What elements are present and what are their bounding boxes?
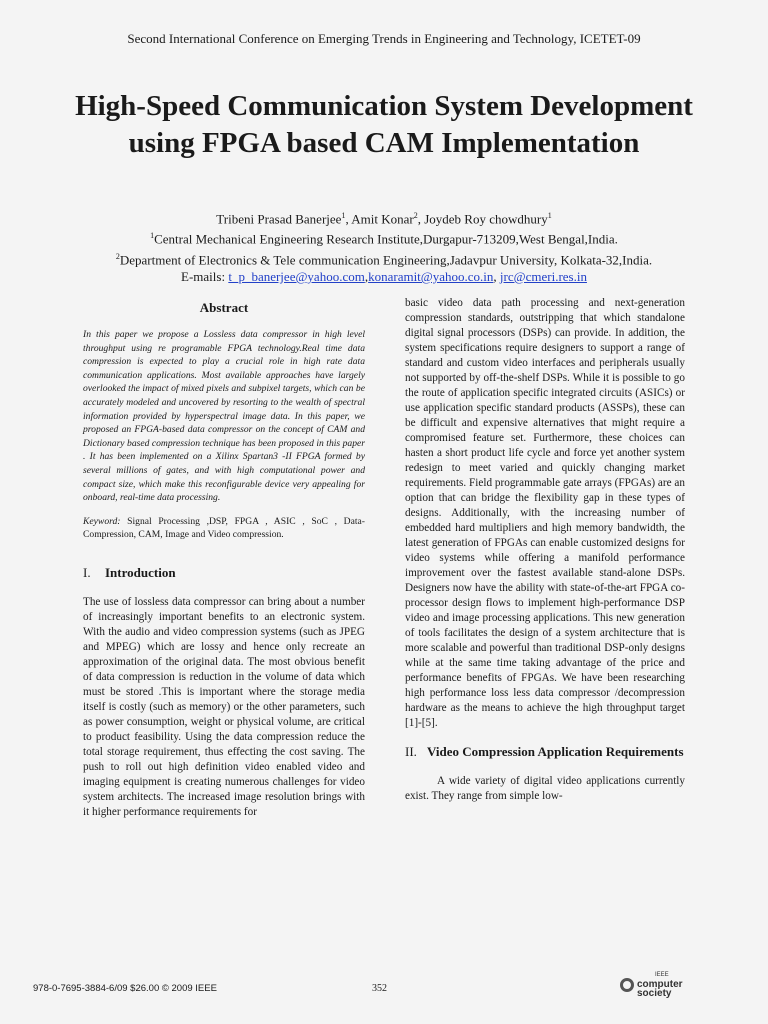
section-2-title: Video Compression Application Requirements (427, 744, 684, 759)
email-link-2[interactable]: konaramit@yahoo.co.in (368, 268, 494, 284)
affiliation-1-text: Central Mechanical Engineering Research Institute,Durgapur-713209,West Bengal,India. (154, 231, 618, 247)
author-3-sup: 1 (547, 211, 552, 220)
section-2-text: A wide variety of digital video applications currently exist. They range from simple low- (405, 775, 685, 802)
email-label: E-mails: (181, 268, 229, 284)
keywords-label: Keyword: (83, 515, 121, 527)
section-2-number: II. (405, 744, 417, 759)
logo-ring-icon (620, 978, 634, 992)
logo-small-text: IEEE (655, 972, 669, 978)
ieee-computer-society-logo (620, 971, 683, 998)
author-2: Amit Konar (351, 211, 414, 227)
logo-line-2: society (637, 988, 672, 999)
section-1-number: I. (83, 564, 91, 580)
affiliation-2-text: Department of Electronics & Tele communication Engineering,Jadavpur University, Kolkata-32,India. (119, 251, 653, 267)
author-2-sup: 2 (413, 211, 418, 220)
section-1-heading (83, 564, 365, 581)
author-names: Tribeni Prasad Banerjee$^1$, Amit Konar$^2$, Joydeb Roy chowdhury$^1$ (216, 211, 552, 227)
keywords-text: Signal Processing ,DSP, FPGA , ASIC , SoC , Data-Compression, CAM, Image and Video compression. (83, 515, 365, 541)
abstract-text: In this paper we propose a Lossless data compressor in high level throughput using re programable FPGA technology.Real time data compression is expected to play a crucial role in high rate data communication applications. Most available approaches have largely overlooked the impact of mixed pixels and subpixel targets, which can be accurately modeled and uncovered by resorting to the wealth of spectral information provided by hyperspectral image data. In this paper, we proposed an FPGA-based data compressor on the concept of CAM and Dictionary based compression technique has been proposed in this paper . It has been implemented on a Xilinx Spartan3 -II FPGA formed by several millions of gates, and with high computational power and compact size, which make this reconfigurable device very appealing for onboard, real-time data processing. (83, 329, 365, 504)
right-column-text: basic video data path processing and next-generation compression standards, outstripping that which standalone digital signal processors (DSPs) can provide. In addition, the system specifications require designers to support a range of standard and custom video interfaces and peripherals usually not supported by off-the-shelf DSPs. While it is possible to go the route of application specific integrated circuits (ASICs) or use application specific standard products (ASSPs), these can be difficult and expensive alternatives that might require a compromised feature set. Furthermore, these choices can hasten a short product life cycle and force yet another system redesign to meet varied and quickly changing market requirements. Field programmable gate arrays (FPGAs) are an option that can bridge the flexibility gap in these types of designs. Additionally, with the increasing number of embedded hard multipliers and high memory bandwidth, the latest generation of FPGAs can enable customized designs for video systems while offering a manifold performance improvement over the fastest available stand-alone DSPs. Designers now have the ability with state-of-the-art FPGA co-processor design flows to implement high-performance DSP video and image processing applications. This new generation of tools facilitates the design of a system architecture that is more scalable and powerful than traditional DSP-only designs while at the same time taking advantage of the price and performance benefits of FPGAs. We have been researching high performance loss less data compressor /decompression hardware as the means to achieve the high throughput target [1]-[5]. (405, 297, 685, 729)
paper-title: High-Speed Communication System Development using FPGA based CAM Implementation (75, 90, 693, 159)
author-block (0, 207, 768, 285)
email-link-1[interactable]: t_p_banerjee@yahoo.com (228, 268, 365, 284)
email-line: E-mails: t_p_banerjee@yahoo.com,konaramit@yahoo.co.in, jrc@cmeri.res.in (181, 268, 587, 284)
author-1: Tribeni Prasad Banerjee (216, 211, 342, 227)
logo-line-1: computer (637, 979, 683, 990)
page-number: 352 (372, 983, 387, 994)
author-1-sup: 1 (341, 211, 346, 220)
affiliation-2-sup: 2 (115, 251, 120, 261)
affiliation-1-sup: 1 (150, 231, 155, 241)
right-column (405, 296, 685, 804)
footer-isbn: 978-0-7695-3884-6/09 $26.00 © 2009 IEEE (33, 983, 217, 994)
keywords (83, 515, 365, 542)
affiliation-1 (0, 227, 768, 247)
email-link-3[interactable]: jrc@cmeri.res.in (499, 268, 587, 284)
logo-text (637, 971, 683, 998)
section-1-title: Introduction (105, 564, 176, 580)
conference-header: Second International Conference on Emerging Trends in Engineering and Technology, ICETET-09 (127, 31, 641, 46)
abstract-heading: Abstract (199, 300, 249, 315)
left-column (83, 296, 365, 820)
section-2-heading (405, 743, 685, 760)
affiliation-2 (0, 248, 768, 268)
author-3: Joydeb Roy chowdhury (424, 211, 548, 227)
section-1-text: The use of lossless data compressor can bring about a number of increasingly important benefits to an electronic system. With the audio and video compression systems (such as JPEG and MPEG) which are lossy and hence only recreate an approximation of the original data. The most obvious benefit of data compression is reduction in the volume of data which must be stored .This is important where the storage media itself is costly (such as memory) or the other parameters, such as power consumption, weight or physical volume, are critical to product feasibility. Using the data compression reduce the total storage requirement, thus effecting the cost saving. The push to roll out high definition video enabled video and imaging equipment is creating numerous challenges for video system architects. The increased image resolution brings with it higher performance requirements for (83, 595, 365, 818)
